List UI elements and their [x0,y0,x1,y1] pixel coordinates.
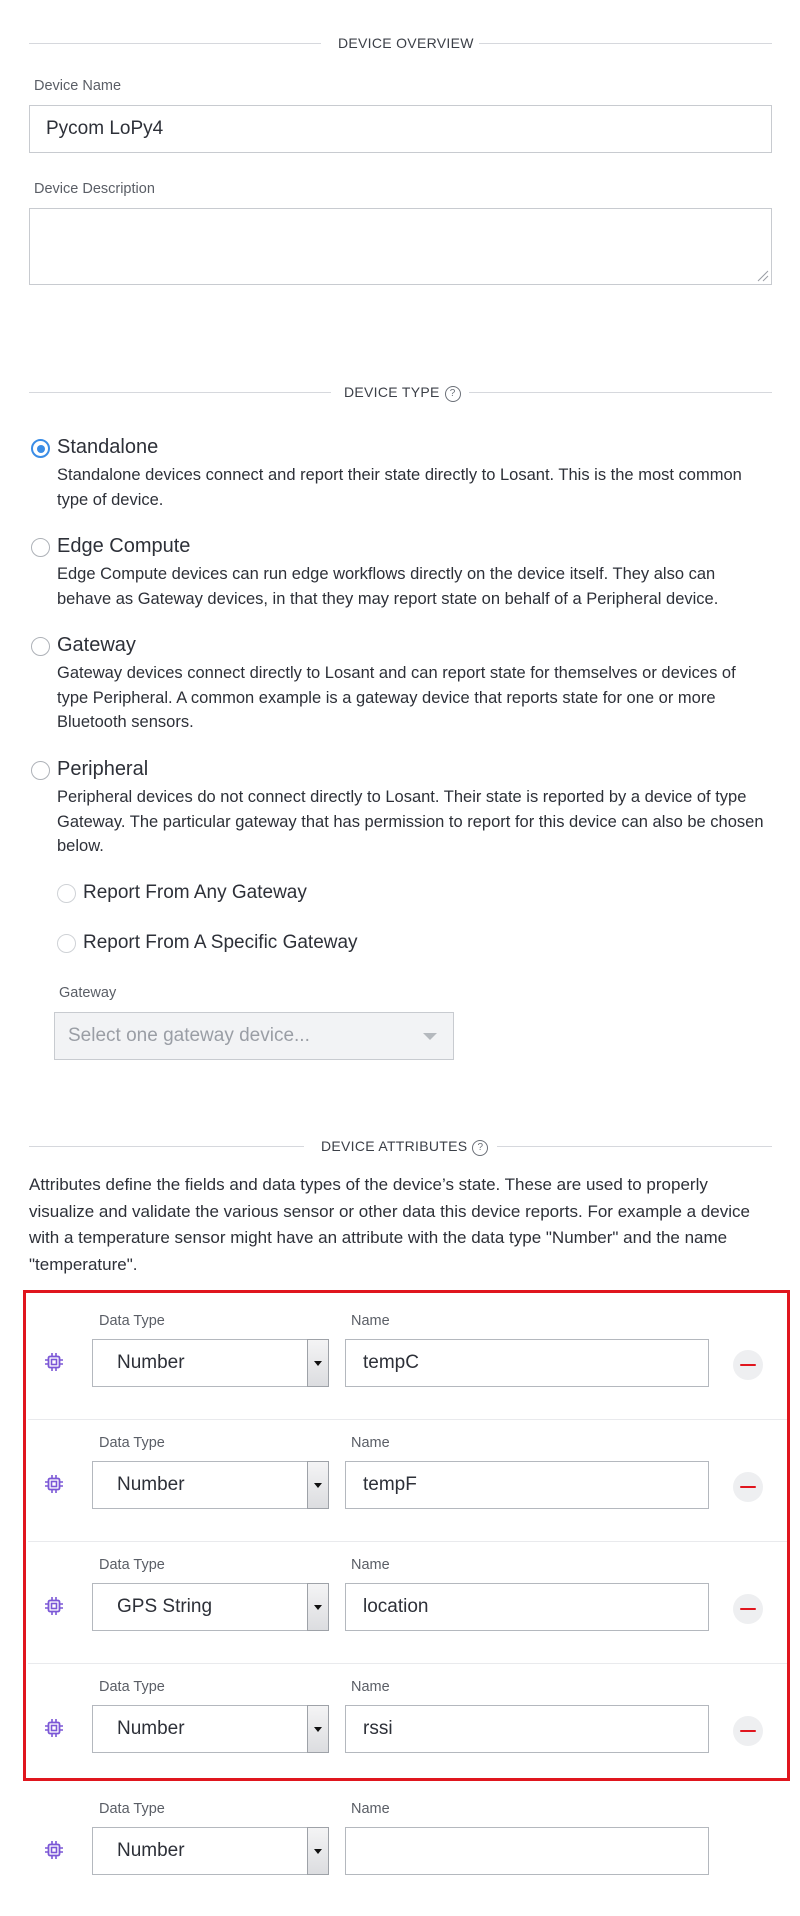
gateway-select[interactable] [54,1012,454,1060]
data-type-select[interactable] [92,1827,329,1875]
device-name-value: Pycom LoPy4 [46,118,164,139]
minus-icon [740,1730,756,1733]
attribute-name-value: location [363,1596,429,1617]
divider [29,392,331,393]
chevron-down-icon[interactable] [307,1461,329,1509]
minus-icon [740,1364,756,1367]
minus-circle-icon[interactable] [733,1350,763,1380]
chevron-down-icon[interactable] [307,1827,329,1875]
chevron-down-icon[interactable] [307,1339,329,1387]
section-title-attributes [321,1137,488,1156]
option-any-gateway-label[interactable]: Report From Any Gateway [83,882,307,903]
minus-circle-icon[interactable] [733,1594,763,1624]
data-type-value: Number [117,1474,185,1495]
minus-circle-icon[interactable] [733,1472,763,1502]
chip-icon [44,1718,64,1738]
name-label: Name [351,1313,390,1329]
name-label: Name [351,1435,390,1451]
radio-any-gateway[interactable] [57,884,76,903]
chip-icon [44,1352,64,1372]
gateway-select-placeholder: Select one gateway device... [68,1025,310,1046]
option-peripheral-label[interactable]: Peripheral [57,758,149,780]
name-label: Name [351,1801,390,1817]
divider [469,392,772,393]
data-type-select[interactable] [92,1461,329,1509]
data-type-label: Data Type [99,1435,165,1451]
option-edge-compute-description: Edge Compute devices can run edge workflows directly on the device itself. They also can behave as Gateway devices, in that they may report state on behalf of a Peripheral device. [57,565,719,608]
device-overview-header [29,34,772,52]
row-divider [28,1541,787,1542]
option-standalone-description: Standalone devices connect and report their state directly to Losant. This is the most common type of device. [57,466,742,509]
help-icon[interactable]: ? [445,386,461,402]
option-gateway-label[interactable]: Gateway [57,634,136,656]
row-divider [28,1663,787,1664]
section-title-type [344,383,461,402]
chip-icon [44,1840,64,1860]
option-specific-gateway-label[interactable]: Report From A Specific Gateway [83,932,358,953]
radio-standalone[interactable] [31,439,50,458]
radio-edge-compute[interactable] [31,538,50,557]
data-type-select[interactable] [92,1705,329,1753]
name-label: Name [351,1679,390,1695]
data-type-value: Number [117,1840,185,1861]
attribute-name-input[interactable] [345,1827,709,1875]
device-name-input[interactable] [29,105,772,153]
data-type-value: Number [117,1718,185,1739]
divider [29,1146,304,1147]
data-type-value: GPS String [117,1596,213,1617]
data-type-label: Data Type [99,1557,165,1573]
option-standalone-label[interactable]: Standalone [57,436,159,458]
chevron-down-icon [423,1033,437,1040]
resize-grip-icon[interactable] [757,270,769,282]
row-divider [28,1419,787,1420]
attribute-name-value: tempF [363,1474,417,1495]
option-peripheral-description: Peripheral devices do not connect directly to Losant. Their state is reported by a device of type Gateway. The particular gateway that has permission to report for this device can also be chosen below. [57,788,764,855]
data-type-label: Data Type [99,1313,165,1329]
attributes-intro-text: Attributes define the fields and data types of the device’s state. These are used to properly visualize and validate the various sensor or other data this device reports. For example a device with a temperature sensor might have an attribute with the data type "Number" and the name "temperature". [29,1175,750,1274]
attribute-name-input[interactable] [345,1583,709,1631]
device-type-title: DEVICE TYPE [344,384,440,400]
device-attributes-header [29,1137,772,1155]
help-icon[interactable]: ? [472,1140,488,1156]
divider [497,1146,772,1147]
attribute-name-input[interactable] [345,1705,709,1753]
device-description-textarea[interactable] [29,208,772,285]
device-name-label: Device Name [34,78,122,94]
attribute-name-input[interactable] [345,1461,709,1509]
gateway-label: Gateway [59,985,117,1001]
minus-icon [740,1608,756,1611]
name-label: Name [351,1557,390,1573]
device-description-label: Device Description [34,181,155,197]
minus-icon [740,1486,756,1489]
option-edge-compute-label[interactable]: Edge Compute [57,535,191,557]
device-attributes-title: DEVICE ATTRIBUTES [321,1138,468,1154]
radio-specific-gateway[interactable] [57,934,76,953]
chip-icon [44,1474,64,1494]
attribute-name-value: tempC [363,1352,419,1373]
divider [479,43,772,44]
data-type-select[interactable] [92,1339,329,1387]
option-gateway-description: Gateway devices connect directly to Losant and can report state for themselves or devices of type Peripheral. A common example is a gateway device that reports state for one or more Bluetooth sensors. [57,664,736,731]
data-type-label: Data Type [99,1801,165,1817]
chevron-down-icon[interactable] [307,1583,329,1631]
attribute-name-value: rssi [363,1718,393,1739]
chevron-down-icon[interactable] [307,1705,329,1753]
minus-circle-icon[interactable] [733,1716,763,1746]
attribute-name-input[interactable] [345,1339,709,1387]
divider [29,43,321,44]
radio-peripheral[interactable] [31,761,50,780]
data-type-label: Data Type [99,1679,165,1695]
chip-icon [44,1596,64,1616]
section-title-overview: DEVICE OVERVIEW [338,35,474,51]
data-type-value: Number [117,1352,185,1373]
radio-gateway[interactable] [31,637,50,656]
device-type-header [29,383,772,401]
data-type-select[interactable] [92,1583,329,1631]
